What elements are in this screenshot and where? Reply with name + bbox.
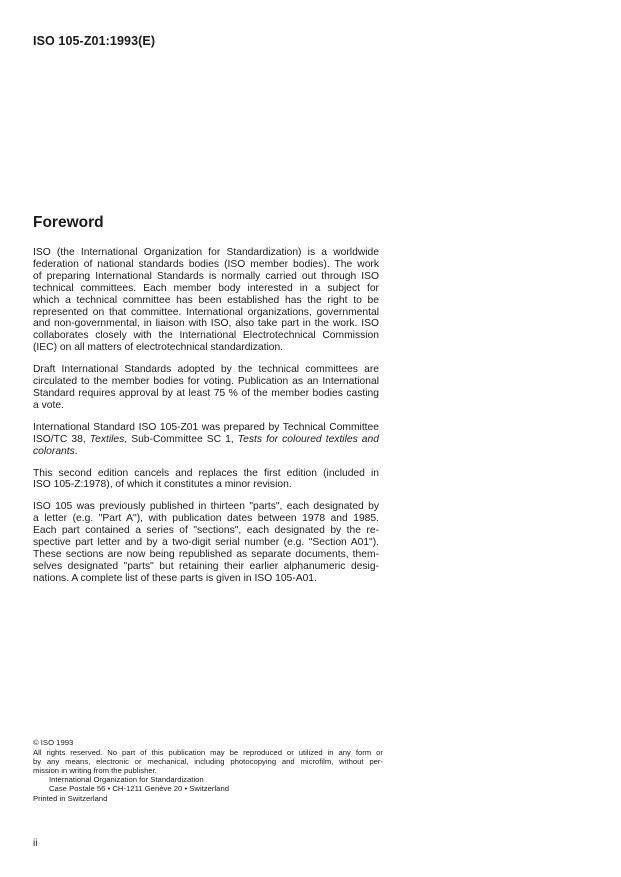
- page-number: ii: [33, 838, 38, 849]
- text-line: federation of national standards bodies (ISO member bodies). The work: [33, 258, 379, 270]
- paragraph-draft-standards: [33, 364, 379, 412]
- paragraph-prepared-by: [33, 422, 379, 458]
- text-run: International Standard ISO 105-Z01 was prepared by Technical Committee ISO/TC 38,: [33, 421, 379, 445]
- text-line: These sections are now being republished as separate documents, them-: [33, 548, 379, 560]
- text-run: , Sub-Committee SC 1,: [124, 433, 238, 445]
- text-line: of preparing International Standards is normally carried out through ISO: [33, 270, 379, 282]
- rights-line: by any means, electronic or mechanical, including photocopying and microfilm, without per-: [33, 757, 383, 766]
- copyright-notice: [33, 738, 383, 803]
- publisher-name: International Organization for Standardization: [49, 775, 204, 784]
- text-line: technical committees. Each member body interested in a subject for: [33, 282, 379, 294]
- text-line: Standard requires approval by at least 75 % of the member bodies casting: [33, 387, 379, 399]
- document-id: ISO 105-Z01:1993(E): [33, 34, 156, 48]
- text-line: selves designated "parts" but retaining their earlier alphanumeric desig-: [33, 560, 379, 572]
- text-line: Each part contained a series of "sections", each designated by the re-: [33, 525, 379, 537]
- paragraph-iso-intro: [33, 247, 379, 354]
- text-line: ISO 105-Z:1978), of which it constitutes a minor revision.: [33, 479, 292, 491]
- text-line: circulated to the member bodies for voting. Publication as an International: [33, 376, 379, 388]
- rights-line: All rights reserved. No part of this publication may be reproduced or utilized in any form or: [33, 748, 383, 757]
- foreword-body: [33, 247, 379, 595]
- text-line: represented on that committee. International organizations, governmental: [33, 306, 379, 318]
- text-line: ISO 105 was previously published in thirteen "parts", each designated by: [33, 501, 379, 513]
- text-line: which a technical committee has been established has the right to be: [33, 294, 379, 306]
- text-run: .: [74, 445, 78, 457]
- text-line: ISO (the International Organization for Standardization) is a worldwide: [33, 247, 379, 258]
- section-title: Foreword: [33, 214, 104, 231]
- text-line: and non-governmental, in liaison with ISO, also take part in the work. ISO: [33, 318, 379, 330]
- text-line: nations. A complete list of these parts is given in ISO 105-A01.: [33, 572, 317, 584]
- text-line: Draft International Standards adopted by the technical committees are: [33, 364, 379, 376]
- paragraph-history: [33, 501, 379, 584]
- text-line: a vote.: [33, 399, 64, 411]
- rights-statement: [33, 748, 383, 775]
- committee-title: Textiles: [89, 433, 125, 445]
- copyright-line: © ISO 1993: [33, 738, 74, 747]
- paragraph-edition: [33, 468, 379, 492]
- text-line: spective part letter and by a two-digit serial number (e.g. "Section A01").: [33, 537, 379, 549]
- publisher-address: Case Postale 56 • CH-1211 Genève 20 • Switzerland: [49, 784, 230, 793]
- printed-in: Printed in Switzerland: [33, 794, 108, 803]
- rights-line: mission in writing from the publisher.: [33, 766, 157, 775]
- text-line: a letter (e.g. "Part A"), with publication dates between 1978 and 1985.: [33, 513, 379, 525]
- subcommittee-title: Tests for coloured textiles and colorants: [33, 433, 379, 457]
- text-line: This second edition cancels and replaces the first edition (included in: [33, 467, 379, 479]
- text-line: collaborates closely with the International Electrotechnical Commission: [33, 330, 379, 342]
- text-line: (IEC) on all matters of electrotechnical standardization.: [33, 342, 284, 354]
